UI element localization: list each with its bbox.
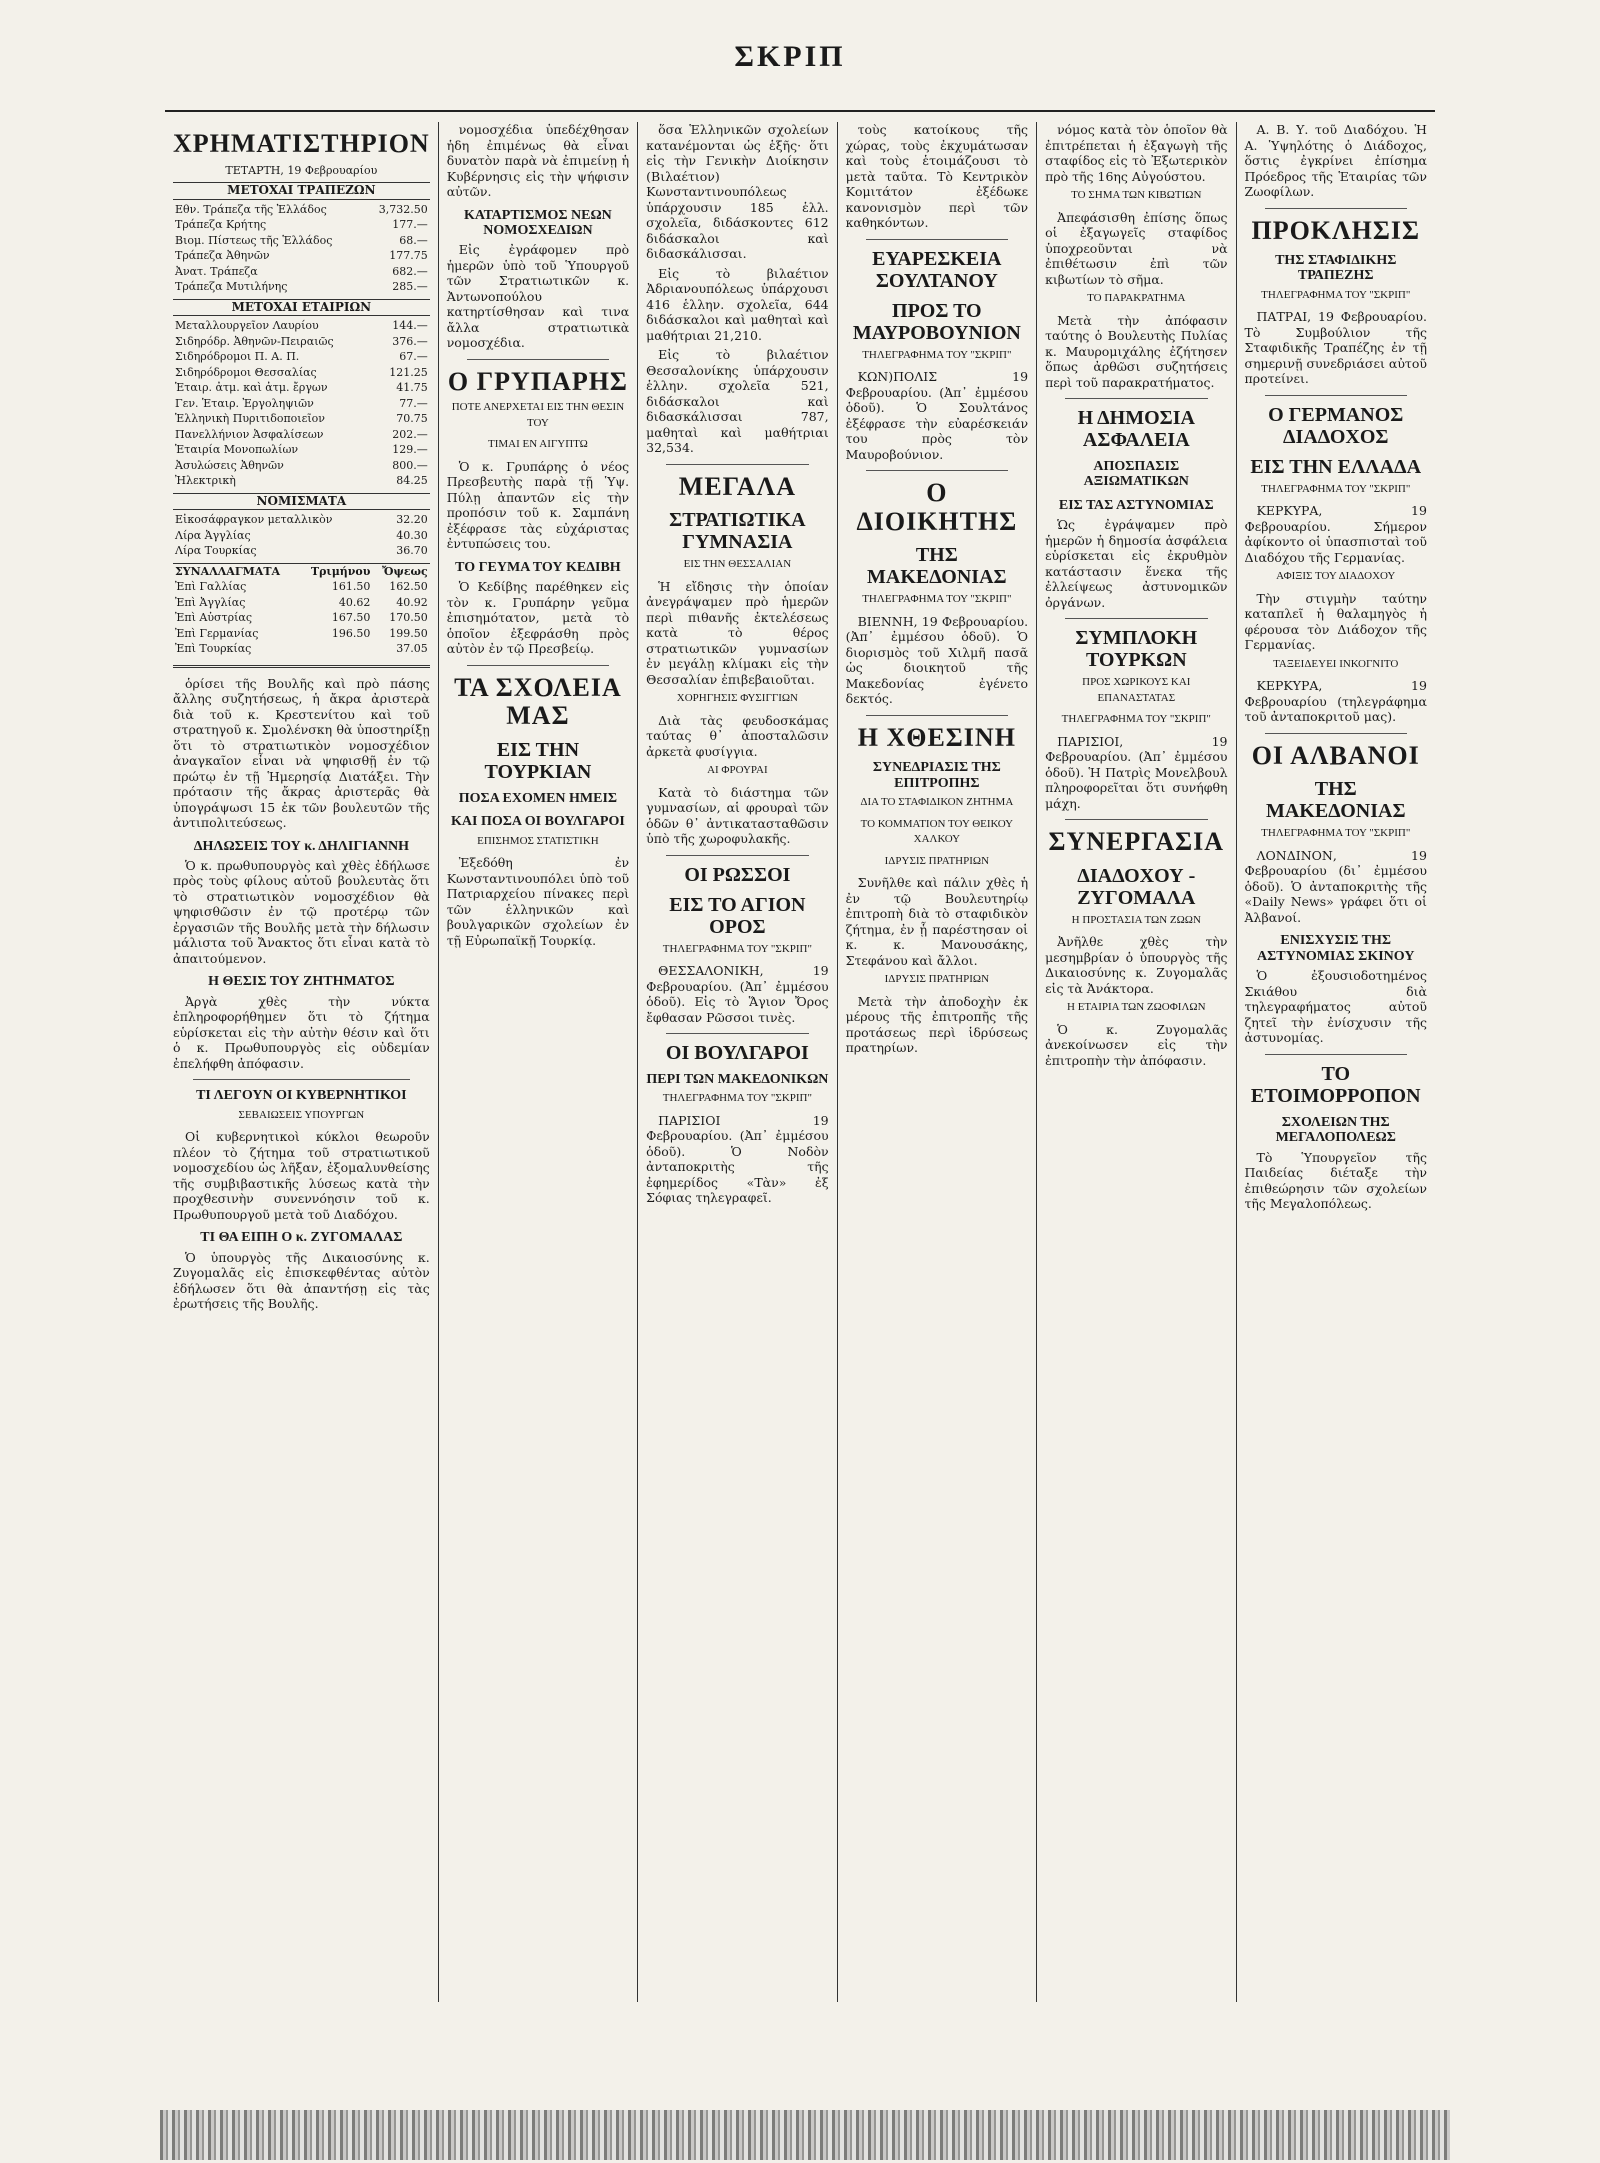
article-heading: ΣΥΜΠΛΟΚΗ ΤΟΥΡΚΩΝ [1075,627,1198,672]
table-cell [299,641,372,657]
article-heading: ΔΗΛΩΣΕΙΣ ΤΟΥ κ. ΔΗΛΙΓΙΑΝΝΗ [193,838,409,854]
article-heading: ΚΑΤΑΡΤΙΣΜΟΣ ΝΕΩΝ ΝΟΜΟΣΧΕΔΙΩΝ [464,207,612,238]
table-cell: 177.— [392,218,428,232]
article-heading: ΜΕΓΑΛΑ [678,471,796,501]
table-cell: Ἐπὶ Αὐστρίας [175,611,253,625]
article-heading: ΠΡΟΚΛΗΣΙΣ [1251,215,1420,245]
company-share-row [173,411,430,427]
currency-row [173,543,430,559]
article-subheading: ΑΦΙΞΙΣ ΤΟΥ ΔΙΑΔΟΧΟΥ [1276,570,1396,583]
table-cell: Ἐπὶ Γαλλίας [175,580,247,594]
article-text: ΚΕΡΚΥΡΑ, 19 Φεβρουαρίου. Σήμερον ἀφίκοντο οἱ ὑπασπισταὶ τοῦ Διαδόχου τῆς Γερμανίας. [1244,503,1427,565]
article-heading: ΣΥΝΕΡΓΑΣΙΑ [1048,827,1225,857]
table-header-cell: ΣΥΝΑΛΛΑΓΜΑΤΑ [175,564,281,578]
column-1 [165,122,439,2002]
bank-share-row [173,248,430,264]
table-cell: 162.50 [389,580,428,594]
table-cell: 800.— [392,458,428,472]
article-text: Εἰς ἐγράφομεν πρὸ ἡμερῶν ὑπὸ τοῦ Ὑπουργοῦ τῶν Στρατιωτικῶν κ. Ἀντωνοπούλου κατηρτίσθησαν καὶ τινα ἄλλα στρατιωτικὰ νομοσχέδια. [446,242,630,351]
article-heading: ΕΙΣ ΤΑΣ ΑΣΤΥΝΟΜΙΑΣ [1058,497,1214,513]
table-cell: 170.50 [389,611,428,625]
column-2 [439,122,638,2002]
table-cell: Σιδηρόδρομοι Π. Α. Π. [175,350,300,364]
table-cell: 37.05 [396,642,428,656]
article-text: ΠΑΡΙΣΙΟΙ 19 Φεβρουαρίου. (Ἀπ᾿ ἐμμέσου ὁδοῦ). Ὁ Νοδὸν ἀνταποκριτὴς τῆς ἐφημερίδος «Τὰν» ἐξ Σόφιας τηλεγραφεῖ. [646,1112,829,1206]
bank-share-row [173,264,430,280]
table-header-cell: Τριμήνου [310,564,371,578]
table-cell: Ἑλληνικὴ Πυριτιδοποιεῖον [175,412,325,426]
table-cell: 199.50 [389,626,428,640]
company-share-row [173,365,430,381]
table-cell: 682.— [392,264,428,278]
table-cell: Ἐπὶ Ἀγγλίας [175,595,246,609]
article-text: Ὁ κ. πρωθυπουργὸς καὶ χθὲς ἐδήλωσε πρὸς τοὺς φίλους αὐτοῦ βουλευτὰς ὅτι τὸ στρατιωτικὸν νομοσχέδιον θὰ ψηφισθῶσιν ἐν τῷ προτέρῳ τῶν ἐργασιῶν τῆς Βουλῆς μετὰ τὴν δήλωσιν μάλιστα τοῦ Ἄνακτος ὅτι εἶναι κατὰ τὸ ἀπαιτούμενον. [173,857,430,966]
article-heading: ΟΙ ΒΟΥΛΓΑΡΟΙ [665,1042,809,1065]
exchange-bill-row [173,610,430,626]
table-cell: Λίρα Ἀγγλίας [175,528,251,542]
scan-edge-artifact [160,2110,1450,2160]
company-shares-title: ΜΕΤΟΧΑΙ ΕΤΑΙΡΙΩΝ [173,299,430,317]
exchange-bills-table [173,563,430,657]
article-heading: ΤΗΣ ΜΑΚΕΔΟΝΙΑΣ [1265,778,1406,823]
company-share-row [173,396,430,412]
article-subheading: ΧΟΡΗΓΗΣΙΣ ΦΥΣΙΓΓΙΩΝ [676,692,798,705]
article-heading: ΤΙ ΛΕΓΟΥΝ ΟΙ ΚΥΒΕΡΝΗΤΙΚΟΙ [196,1088,407,1104]
article-subheading: ΑΙ ΦΡΟΥΡΑΙ [707,764,768,777]
article-text: νομοσχέδια ὑπεδέχθησαν ἡδη ἐπιμένως θὰ εἶναι δυνατὸν παρὰ νὰ ἐπιμείνῃ ἡ Κυβέρνησις εἰς τὴν ψήφισιν αὐτῶν. [446,122,630,199]
table-cell: 196.50 [331,626,371,640]
table-cell: Εθν. Τράπεζα τῆς Ἑλλάδος [175,202,327,216]
article-text: Α. Β. Υ. τοῦ Διαδόχου. Ἡ Α. Ὑψηλότης ὁ Διάδοχος, ὅστις ἐγκρίνει ἐπίσημα Πρόεδρος τῆς Ἑταιρίας τῶν Ζωοφίλων. [1244,122,1427,199]
article-text: ΒΙΕΝΝΗ, 19 Φεβρουαρίου. (Ἀπ᾿ ἐμμέσου ὁδοῦ). Ὁ διορισμὸς τοῦ Χιλμῆ πασᾶ ὡς διοικητοῦ τῆς Μακεδονίας ἐγένετο δεκτός. [845,613,1029,707]
article-heading: ΕΙΣ ΤΗΝ ΕΛΛΑΔΑ [1250,455,1422,478]
masthead-rule [165,110,1435,112]
article-heading: ΤΙ ΘΑ ΕΙΠΗ Ο κ. ΖΥΓΟΜΑΛΑΣ [200,1230,403,1246]
table-cell: Μεταλλουργεῖον Λαυρίου [175,319,319,333]
table-cell: 36.70 [396,544,428,558]
article-text: ὁρίσει τῆς Βουλῆς καὶ πρὸ πάσης ἄλλης συζητήσεως, ἡ ἄκρα ἀριστερὰ διὰ τοῦ κ. Κρεστενίτου καὶ τοῦ στρατηγοῦ κ. Σμολένσκη θὰ ὑποστηρίξῃ ὅτι τὸ στρατιωτικὸν νομοσχέδιον ἀναγκαῖον εἶναι νὰ ψηφισθῇ ἐν τῷ πρώτῳ ἐν τῇ Ἡμερησίᾳ Διατάξει. Τὴν πρότασιν τῆς ἄκρας ἀριστερᾶς θὰ ὑπογράψωσι 15 ἐκ τῶν βουλευτῶν τῆς ἀντιπολιτεύσεως. [173,675,430,831]
table-cell: Πανελλήνιον Ἀσφαλίσεων [175,427,324,441]
table-cell: 202.— [392,427,428,441]
table-cell: Ἐπὶ Γερμανίας [175,626,259,640]
currency-row [173,512,430,528]
article-subheading: ΔΙΑ ΤΟ ΣΤΑΦΙΔΙΚΟΝ ΖΗΤΗΜΑ [860,796,1014,809]
article-heading: ΣΤΡΑΤΙΩΤΙΚΑ ΓΥΜΝΑΣΙΑ [669,509,806,554]
article-subheading: ΣΕΒΑΙΩΣΕΙΣ ΥΠΟΥΡΓΩΝ [238,1108,365,1121]
article-subheading: ΤΗΛΕΓΡΑΦΗΜΑ ΤΟΥ "ΣΚΡΙΠ" [1261,288,1411,301]
bank-share-row [173,217,430,233]
article-subheading: ΚΑΙ ΠΟΣΑ ΟΙ ΒΟΥΛΓΑΡΟΙ [451,814,625,830]
article-heading: ΠΕΡΙ ΤΩΝ ΜΑΚΕΔΟΝΙΚΩΝ [646,1072,829,1088]
table-cell: 144.— [392,319,428,333]
article-text: τοὺς κατοίκους τῆς χώρας, τοὺς ἐκχυμάτωσαν καὶ τοὺς ἑτοιμάζουσι τὸ μετὰ ταῦτα. Τὸ Κεντρικὸν Κομιτάτον ἐξέδωκε κανονισμὸν περὶ τῶν καθηκόντων. [845,122,1029,230]
article-text: ΛΟΝΔΙΝΟΝ, 19 Φεβρουαρίου (δι᾿ ἐμμέσου ὁδοῦ). Ὁ ἀνταποκριτὴς τῆς «Daily News» γράφει ὅτι οἱ Ἀλβανοί. [1244,847,1427,925]
table-cell: Ἠλεκτρικὴ [175,474,236,488]
article-heading: ΕΙΣ ΤΟ ΑΓΙΟΝ ΟΡΟΣ [669,893,806,938]
company-share-row [173,427,430,443]
table-cell: Λίρα Τουρκίας [175,544,257,558]
article-subheading: ΤΗΛΕΓΡΑΦΗΜΑ ΤΟΥ "ΣΚΡΙΠ" [662,942,812,955]
table-cell: 77.— [399,396,428,410]
bank-share-row [173,233,430,249]
article-subheading: ΙΔΡΥΣΙΣ ΠΡΑΤΗΡΙΩΝ [884,854,990,867]
table-cell: 3,732.50 [378,202,428,216]
article-text: ΠΑΤΡΑΙ, 19 Φεβρουαρίου. Τὸ Συμβούλιον τῆς Σταφιδικῆς Τραπέζης ἐν τῇ σημερινῇ συνεδριάσει αὐτοῦ προτείνει. [1244,309,1427,387]
article-subheading: ΙΔΡΥΣΙΣ ΠΡΑΤΗΡΙΩΝ [884,973,990,986]
article-heading: ΤΑ ΣΧΟΛΕΙΑ ΜΑΣ [454,672,622,731]
company-share-row [173,380,430,396]
article-heading: Η ΔΗΜΟΣΙΑ ΑΣΦΑΛΕΙΑ [1077,407,1195,451]
table-cell: Σιδηρόδρ. Ἀθηνῶν-Πειραιῶς [175,334,334,348]
table-cell: Τράπεζα Ἀθηνῶν [175,249,270,263]
article-heading: Ο ΓΕΡΜΑΝΟΣ ΔΙΑΔΟΧΟΣ [1268,403,1404,448]
article-text: Τὸ Ὑπουργεῖον τῆς Παιδείας διέταξε τὴν ἐπιθεώρησιν τῶν σχολείων τῆς Μεγαλοπόλεως. [1244,1149,1427,1212]
article-heading: ΣΧΟΛΕΙΩΝ ΤΗΣ ΜΕΓΑΛΟΠΟΛΕΩΣ [1275,1114,1396,1146]
article-subheading: ΤΗΛΕΓΡΑΦΗΜΑ ΤΟΥ "ΣΚΡΙΠ" [1261,482,1411,495]
article-heading: ΤΟ ΕΤΟΙΜΟΡΡΟΠΟΝ [1250,1062,1421,1107]
article-heading: Η ΧΘΕΣΙΝΗ [857,722,1016,752]
bank-share-row [173,202,430,218]
table-cell: Ἑταιρ. ἀτμ. καὶ ἀτμ. ἔργων [175,381,328,395]
article-text: Ὁ κ. Γρυπάρης ὁ νέος Πρεσβευτὴς παρὰ τῇ Ὑψ. Πύλῃ ἀπαντῶν εἰς τὴν προπόσιν τοῦ κ. Σαμπάνη ἐξέφρασε τὰς εὐχάριστας ἐντυπώσεις του. [446,458,630,552]
table-cell: 41.75 [396,381,428,395]
article-text: ΚΩΝ)ΠΟΛΙΣ 19 Φεβρουαρίου. (Ἀπ᾿ ἐμμέσου ὁδοῦ). Ὁ Σουλτάνος ἐξέφρασε τὴν εὐαρέσκειάν του πρὸς τὸν Μαυροβούνιον. [845,369,1029,462]
exchange-bill-row [173,641,430,657]
article-text: Συνῆλθε καὶ πάλιν χθὲς ἡ ἐν τῷ Βουλευτηρίῳ ἐπιτροπὴ διὰ τὸ σταφιδικὸν ζήτημα, ἐν ᾗ παρέστησαν οἱ κ. κ. Μανουσάκης, Στεφάνου καὶ ἄλλοι. [845,875,1029,968]
article-subheading: ΤΗΛΕΓΡΑΦΗΜΑ ΤΟΥ "ΣΚΡΙΠ" [1261,827,1411,840]
article-heading: ΠΡΟΣ ΤΟ ΜΑΥΡΟΒΟΥΝΙΟΝ [852,299,1021,344]
article-text: νόμος κατὰ τὸν ὁποῖον θὰ ἐπιτρέπεται ἡ ἐξαγωγὴ τῆς σταφίδος εἰς τὸ Ἐξωτερικὸν πρὸ τῆς 16ης Αὐγούστου. [1045,122,1228,184]
table-header-cell: Ὄψεως [382,564,428,578]
article-text: Ἀργὰ χθὲς τὴν νύκτα ἐπληροφορήθημεν ὅτι τὸ ζήτημα εὑρίσκεται εἰς τὴν αὐτὴν θέσιν καὶ ὅτι ὁ κ. Πρωθυπουργὸς εἰς οὐδεμίαν ἐπελήφθη ἀπόφασιν. [173,993,430,1071]
exchange-date: ΤΕΤΑΡΤΗ, 19 Φεβρουαρίου [225,163,378,177]
article-heading: ΕΝΙΣΧΥΣΙΣ ΤΗΣ ΑΣΤΥΝΟΜΙΑΣ ΣΚΙΝΟΥ [1257,933,1415,964]
bank-shares-title: ΜΕΤΟΧΑΙ ΤΡΑΠΕΖΩΝ [173,182,430,200]
table-cell: 285.— [392,280,428,294]
table-cell: Βιομ. Πίστεως τῆς Ἑλλάδος [175,233,333,247]
article-subheading: ΤΗΛΕΓΡΑΦΗΜΑ ΤΟΥ "ΣΚΡΙΠ" [662,1092,812,1105]
table-cell: Ἑταιρία Μονοπωλίων [175,443,299,457]
article-subheading: ΤΟ ΚΟΜΜΑΤΙΟΝ ΤΟΥ ΘΕΙΚΟΥ ΧΑΛΚΟΥ [860,817,1014,846]
article-subheading: ΤΑΞΕΙΔΕΥΕΙ ΙΝΚΟΓΝΙΤΟ [1273,657,1399,670]
currency-table [173,512,430,559]
article-text: Διὰ τὰς φευδοσκάμας ταύτας θ᾿ ἀποσταλῶσιν ἀρκετὰ φυσίγγια. [646,712,829,759]
article-heading: ΕΙΣ ΤΗΝ ΤΟΥΡΚΙΑΝ [484,738,592,783]
article-heading: ΤΟ ΓΕΥΜΑ ΤΟΥ ΚΕΔΙΒΗ [455,559,621,575]
article-text: ΠΑΡΙΣΙΟΙ, 19 Φεβρουαρίου. (Ἀπ᾿ ἐμμέσου ὁδοῦ). Ἡ Πατρὶς Μονελβουλ πληροφορεῖται ὅτι συνήφθη μάχη. [1045,733,1228,811]
article-text: Ὁ ὑπουργὸς τῆς Δικαιοσύνης κ. Ζυγομαλᾶς εἰς ἐπισκεφθέντας αὐτὸν ἐδήλωσεν ὅτι θὰ ἀπαντήσῃ εἰς τὰς ἐρωτήσεις τῆς Βουλῆς. [173,1249,430,1312]
article-text: Τὴν στιγμὴν ταύτην καταπλεῖ ἡ θαλαμηγὸς ἡ φέρουσα τὸν Διάδοχον τῆς Γερμανίας. [1244,590,1427,653]
table-cell: 70.75 [396,412,428,426]
article-heading: ΔΙΑΔΟΧΟΥ - ΖΥΓΟΜΑΛΑ [1077,864,1196,909]
table-cell: 167.50 [331,611,371,625]
article-subheading: ΤΟ ΣΗΜΑ ΤΩΝ ΚΙΒΩΤΙΩΝ [1071,189,1202,201]
article-text: Ἡ εἴδησις τὴν ὁποίαν ἀνεγράψαμεν πρὸ ἡμερῶν περὶ πιθανῆς ἐκτελέσεως κατὰ τὸ θέρος στρατιωτικῶν γυμνασίων ἐν μεγάλῃ κλίμακι εἰς τὴν Θεσσαλίαν ἐπιβεβαιοῦται. [646,578,829,687]
exchange-bills-header [173,563,430,579]
table-cell: 40.92 [396,595,428,609]
article-text: Ὁ Κεδίβης παρέθηκεν εἰς τὸν κ. Γρυπάρην γεῦμα ἐπισημότατον, μετὰ τὸ ὁποῖον ἐξεφράσθη πρὸς αὐτὸν ἐν τῷ Πρεσβείῳ. [446,579,630,657]
column-6 [1237,122,1435,2002]
table-cell: Γεν. Ἑταιρ. Ἐργοληψιῶν [175,396,314,410]
article-heading: Ο ΔΙΟΙΚΗΤΗΣ [856,478,1018,536]
article-subheading: ΤΙΜΑΙ ΕΝ ΑΙΓΥΠΤΩ [487,438,588,451]
masthead [140,40,1440,100]
article-text: Ὁ ἐξουσιοδοτημένος Σκιάθου διὰ τηλεγραφήματος αὐτοῦ ζητεῖ τὴν ἐνίσχυσιν τῆς ἀστυνομίας. [1244,968,1427,1046]
currency-title: ΝΟΜΙΣΜΑΤΑ [173,493,430,511]
table-cell: Τράπεζα Μυτιλήνης [175,280,288,294]
article-heading: Ο ΓΡΥΠΑΡΗΣ [447,366,628,396]
company-share-row [173,458,430,474]
article-heading: Η ΘΕΣΙΣ ΤΟΥ ΖΗΤΗΜΑΤΟΣ [208,974,395,990]
article-text: Εἰς τὸ βιλαέτιον Ἀδριανουπόλεως ὑπάρχουσι 416 ἑλλην. σχολεῖα, 644 διδάσκαλοι καὶ μαθηταὶ καὶ μαθήτριαι 21,210. [646,265,829,343]
company-share-row [173,349,430,365]
table-cell: Ἐπὶ Τουρκίας [175,642,252,656]
table-cell: 161.50 [331,580,371,594]
article-text: Μετὰ τὴν ἀπόφασιν ταύτης ὁ Βουλευτὴς Πυλίας κ. Μαυρομιχάλης ἐζήτησεν ὅπως ἀρθῶσι συζητήσεις περὶ τοῦ παρακρατήματος. [1045,312,1228,390]
exchange-bill-row [173,626,430,642]
article-subheading: ΠΟΤΕ ΑΝΕΡΧΕΤΑΙ ΕΙΣ ΤΗΝ ΘΕΣΙΝ ΤΟΥ [451,401,625,429]
table-cell: 84.25 [396,474,428,488]
table-cell: 40.62 [338,595,371,609]
table-cell: Ἀσυλώσεις Ἀθηνῶν [175,458,284,472]
company-share-row [173,318,430,334]
article-subheading: ΤΗΛΕΓΡΑΦΗΜΑ ΤΟΥ "ΣΚΡΙΠ" [862,348,1012,361]
table-cell: 32.20 [396,513,428,527]
column-4 [838,122,1037,2002]
table-cell: Τράπεζα Κρήτης [175,218,267,232]
newspaper-page [165,122,1435,2002]
table-cell: 129.— [392,443,428,457]
column-5 [1037,122,1236,2002]
article-subheading: ΤΗΛΕΓΡΑΦΗΜΑ ΤΟΥ "ΣΚΡΙΠ" [1061,713,1211,726]
article-text: ΘΕΣΣΑΛΟΝΙΚΗ, 19 Φεβρουαρίου. (Ἀπ᾿ ἐμμέσου ὁδοῦ). Εἰς τὸ Ἅγιον Ὄρος ἔφθασαν Ρῶσσοι τινὲς. [646,963,829,1025]
table-cell: 67.— [399,350,428,364]
article-text: Οἱ κυβερνητικοὶ κύκλοι θεωροῦν πλέον τὸ ζήτημα τοῦ στρατιωτικοῦ νομοσχεδίου ὡς λῆξαν, ἐξομαλυνθείσης τῆς συμβιβαστικῆς λύσεως κατὰ τὴν προχθεσινὴν συνεννόησιν τοῦ κ. Πρωθυπουργοῦ μετὰ τοῦ Διαδόχου. [173,1129,430,1222]
article-text: Κατὰ τὸ διάστημα τῶν γυμνασίων, αἱ φρουραὶ τῶν ὁδῶν θ᾿ ἀντικατασταθῶσιν ὑπὸ τῆς χωροφυλακῆς. [646,784,829,847]
article-heading: ΤΗΣ ΣΤΑΦΙΔΙΚΗΣ ΤΡΑΠΕΖΗΣ [1275,253,1397,284]
article-text: Ὁ κ. Ζυγομαλᾶς ἀνεκοίνωσεν εἰς τὴν ἐπιτροπὴν τὴν ἀπόφασιν. [1045,1021,1228,1068]
article-heading: ΑΠΟΣΠΑΣΙΣ ΑΞΙΩΜΑΤΙΚΩΝ [1083,459,1189,490]
company-share-row [173,442,430,458]
article-subheading: ΕΠΙΣΗΜΟΣ ΣΤΑΤΙΣΤΙΚΗ [477,834,599,847]
table-cell: 177.75 [389,249,428,263]
article-heading: ΤΗΣ ΜΑΚΕΔΟΝΙΑΣ [867,544,1007,589]
article-text: Ἀπεφάσισθη ἐπίσης ὅπως οἱ ἐξαγωγεῖς σταφίδος ὑποχρεοῦνται νὰ ἐπιθέτωσιν ἐπὶ τῶν κιβωτίων τὸ σῆμα. [1045,209,1228,287]
article-subheading: ΕΙΣ ΤΗΝ ΘΕΣΣΑΛΙΑΝ [683,558,792,571]
article-subheading: Η ΠΡΟΣΤΑΣΙΑ ΤΩΝ ΖΩΩΝ [1071,913,1201,926]
article-text: Μετὰ τὴν ἀποδοχὴν ἐκ μέρους τῆς ἐπιτροπῆς τῆς προτάσεως περὶ ἱδρύσεως πρατηρίων. [845,993,1029,1056]
bank-share-row [173,279,430,295]
column-3 [638,122,837,2002]
article-text: Ἐξεδόθη ἐν Κωνσταντινουπόλει ὑπὸ τοῦ Πατριαρχείου πίνακες περὶ τῶν ἑλληνικῶν καὶ βουλγαρικῶν σχολείων ἐν τῇ Εὐρωπαϊκῇ Τουρκίᾳ. [446,855,630,948]
exchange-title: ΧΡΗΜΑΤΙΣΤΗΡΙΟΝ [173,129,430,158]
article-subheading: Η ΕΤΑΙΡΙΑ ΤΩΝ ΖΩΟΦΙΛΩΝ [1067,1001,1206,1014]
article-subheading: ΤΗΛΕΓΡΑΦΗΜΑ ΤΟΥ "ΣΚΡΙΠ" [862,593,1012,606]
table-cell: Σιδηρόδρομοι Θεσσαλίας [175,365,317,379]
article-heading: ΟΙ ΡΩΣΣΟΙ [684,863,791,886]
company-share-row [173,334,430,350]
exchange-bill-row [173,595,430,611]
table-cell: 376.— [392,334,428,348]
article-text: ΚΕΡΚΥΡΑ, 19 Φεβρουαρίου (τηλεγράφημα τοῦ ἀνταποκριτοῦ μας). [1244,678,1427,725]
company-shares-table [173,318,430,489]
article-subheading: ΠΡΟΣ ΧΩΡΙΚΟΥΣ ΚΑΙ ΕΠΑΝΑΣΤΑΤΑΣ [1082,676,1191,704]
article-heading: ΣΥΝΕΔΡΙΑΣΙΣ ΤΗΣ ΕΠΙΤΡΟΠΗΣ [872,760,1001,791]
article-text: Ἀνῆλθε χθὲς τὴν μεσημβρίαν ὁ ὑπουργὸς τῆς Δικαιοσύνης κ. Ζυγομαλᾶς εἰς τὰ Ἀνάκτορα. [1045,934,1228,996]
currency-row [173,528,430,544]
article-text: Εἰς τὸ βιλαέτιον Θεσσαλονίκης ὑπάρχουσιν ἑλλην. σχολεῖα 521, διδάσκαλοι καὶ διδασκάλισσαι 787, μαθηταὶ καὶ μαθήτριαι 32,534. [646,347,829,455]
article-text: Ὡς ἐγράψαμεν πρὸ ἡμερῶν ἡ δημοσία ἀσφάλεια εὑρίσκεται εἰς ἐκρυθμὸν κατάστασιν ἕνεκα τῆς ἐλλείψεως ἀστυνομικῶν ὀργάνων. [1045,517,1228,610]
table-cell: Ἀνατ. Τράπεζα [175,264,258,278]
newspaper-title: ΣΚΡΙΠ [734,40,846,73]
article-heading: ΟΙ ΑΛΒΑΝΟΙ [1251,740,1420,770]
exchange-bill-row [173,579,430,595]
table-cell: Εἰκοσάφραγκον μεταλλικὸν [175,513,333,527]
company-share-row [173,473,430,489]
table-cell: 40.30 [396,528,428,542]
article-subheading: ΤΟ ΠΑΡΑΚΡΑΤΗΜΑ [1087,292,1186,304]
table-cell: 121.25 [389,365,428,379]
table-cell: 68.— [399,233,428,247]
bank-shares-table [173,202,430,295]
article-heading: ΕΥΑΡΕΣΚΕΙΑ ΣΟΥΛΤΑΝΟΥ [872,247,1002,292]
article-subheading: ΠΟΣΑ ΕΧΟΜΕΝ ΗΜΕΙΣ [458,790,618,806]
article-text: ὅσα Ἑλληνικῶν σχολείων κατανέμονται ὡς ἑξῆς· ὅτι εἰς τὴν Γενικὴν Διοίκησιν (Βιλαέτιον) Κωνσταντινουπόλεως ὑπάρχουσιν 185 ἑλλ. σχολεῖα, διδάσκοντες 612 διδάσκαλοι καὶ διδασκάλισσαι. [646,122,829,261]
